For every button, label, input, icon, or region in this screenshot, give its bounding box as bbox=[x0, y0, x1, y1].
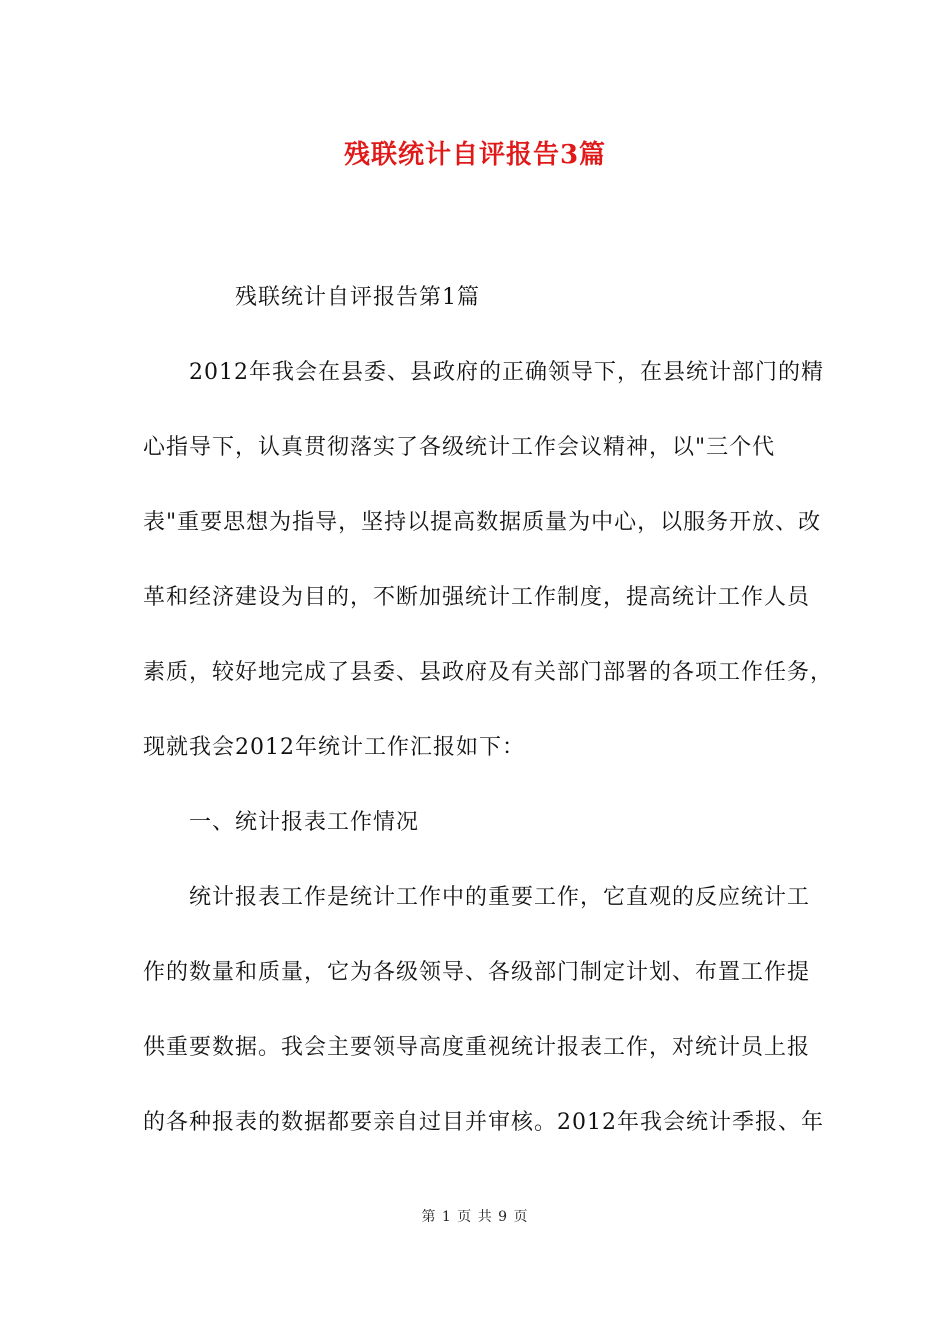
paragraph-line: 革和经济建设为目的，不断加强统计工作制度，提高统计工作人员 bbox=[143, 585, 811, 610]
section-subtitle: 残联统计自评报告第1篇 bbox=[235, 285, 480, 310]
page-number-footer: 第 1 页 共 9 页 bbox=[421, 1209, 529, 1225]
paragraph-line: 2012年我会在县委、县政府的正确领导下，在县统计部门的精 bbox=[189, 360, 824, 385]
section-heading: 一、统计报表工作情况 bbox=[189, 810, 420, 835]
paragraph-line: 作的数量和质量，它为各级领导、各级部门制定计划、布置工作提 bbox=[143, 960, 811, 985]
paragraph-line: 心指导下，认真贯彻落实了各级统计工作会议精神，以"三个代 bbox=[143, 435, 776, 460]
paragraph-line: 表"重要思想为指导，坚持以提高数据质量为中心，以服务开放、改 bbox=[143, 510, 822, 535]
document-body bbox=[143, 260, 834, 1160]
document-title: 残联统计自评报告3篇 bbox=[343, 140, 607, 170]
paragraph-line: 现就我会2012年统计工作汇报如下： bbox=[143, 735, 525, 760]
paragraph-line: 素质，较好地完成了县委、县政府及有关部门部署的各项工作任务， bbox=[143, 660, 834, 685]
paragraph-line: 统计报表工作是统计工作中的重要工作，它直观的反应统计工 bbox=[189, 885, 811, 910]
paragraph-line: 供重要数据。我会主要领导高度重视统计报表工作，对统计员上报 bbox=[143, 1035, 811, 1060]
paragraph-line: 的各种报表的数据都要亲自过目并审核。2012年我会统计季报、年 bbox=[143, 1110, 824, 1135]
